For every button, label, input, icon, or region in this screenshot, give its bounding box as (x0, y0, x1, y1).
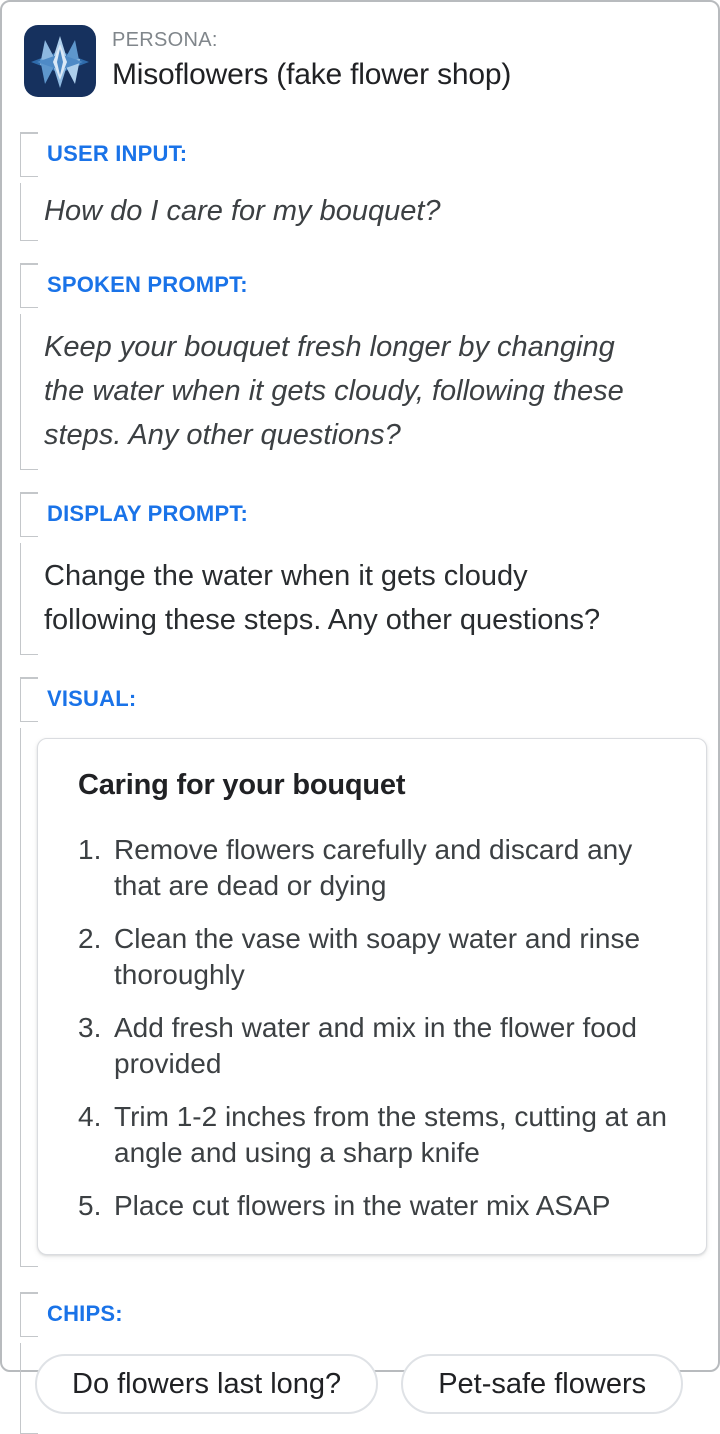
step-number: 2. (78, 923, 102, 954)
chips-section (20, 1292, 718, 1434)
spoken-prompt-label-bracket (20, 263, 718, 308)
care-step-4 (78, 1099, 680, 1171)
spoken-prompt-label: SPOKEN PROMPT: (47, 272, 248, 297)
user-input-label-bracket (20, 132, 718, 177)
chip-pet-safe-flowers[interactable]: Pet-safe flowers (401, 1354, 683, 1414)
user-input-body-bracket (20, 183, 718, 241)
persona-meta (112, 25, 511, 92)
visual-label-bracket (20, 677, 718, 722)
step-text: Place cut flowers in the water mix ASAP (114, 1190, 611, 1221)
step-number: 1. (78, 834, 102, 865)
visual-section (20, 677, 718, 1267)
step-text: Trim 1-2 inches from the stems, cutting at an angle and using a sharp knife (114, 1101, 667, 1168)
step-text: Remove flowers carefully and discard any that are dead or dying (114, 834, 633, 901)
display-prompt-label: DISPLAY PROMPT: (47, 501, 249, 526)
spoken-prompt-line: Keep your bouquet fresh longer by changing (44, 331, 615, 363)
persona-header (24, 25, 718, 97)
chips-label: CHIPS: (47, 1301, 123, 1326)
flower-logo-icon (24, 25, 96, 97)
display-prompt-label-bracket (20, 492, 718, 537)
step-text: Clean the vase with soapy water and rinse thoroughly (114, 923, 641, 990)
care-step-1 (78, 832, 680, 904)
persona-name: Misoflowers (fake flower shop) (112, 58, 512, 91)
chip-do-flowers-last-long[interactable]: Do flowers last long? (35, 1354, 378, 1414)
user-input-label: USER INPUT: (47, 141, 188, 166)
persona-label: PERSONA: (112, 29, 218, 51)
care-step-3 (78, 1010, 680, 1082)
care-step-5 (78, 1188, 680, 1224)
display-prompt-body-bracket (20, 543, 718, 655)
sections (20, 132, 718, 1434)
step-number: 3. (78, 1012, 102, 1043)
visual-body-bracket (20, 728, 718, 1267)
spoken-prompt-line: steps. Any other questions? (44, 419, 401, 451)
care-step-2 (78, 921, 680, 993)
spoken-prompt-section (20, 263, 718, 470)
spoken-prompt-body-bracket (20, 314, 718, 470)
visual-label: VISUAL: (47, 686, 137, 711)
user-input-text: How do I care for my bouquet? (44, 195, 441, 227)
visual-card-title: Caring for your bouquet (78, 769, 406, 801)
display-prompt-line: following these steps. Any other questions? (44, 604, 601, 636)
step-number: 4. (78, 1101, 102, 1132)
chips-label-bracket (20, 1292, 718, 1337)
step-text: Add fresh water and mix in the flower food provided (114, 1012, 637, 1079)
step-number: 5. (78, 1190, 102, 1221)
user-input-section (20, 132, 718, 241)
display-prompt-section (20, 492, 718, 655)
chips-body-bracket (20, 1343, 718, 1434)
display-prompt-line: Change the water when it gets cloudy (44, 560, 528, 592)
spoken-prompt-line: the water when it gets cloudy, following these (44, 375, 624, 407)
visual-card (37, 738, 707, 1255)
